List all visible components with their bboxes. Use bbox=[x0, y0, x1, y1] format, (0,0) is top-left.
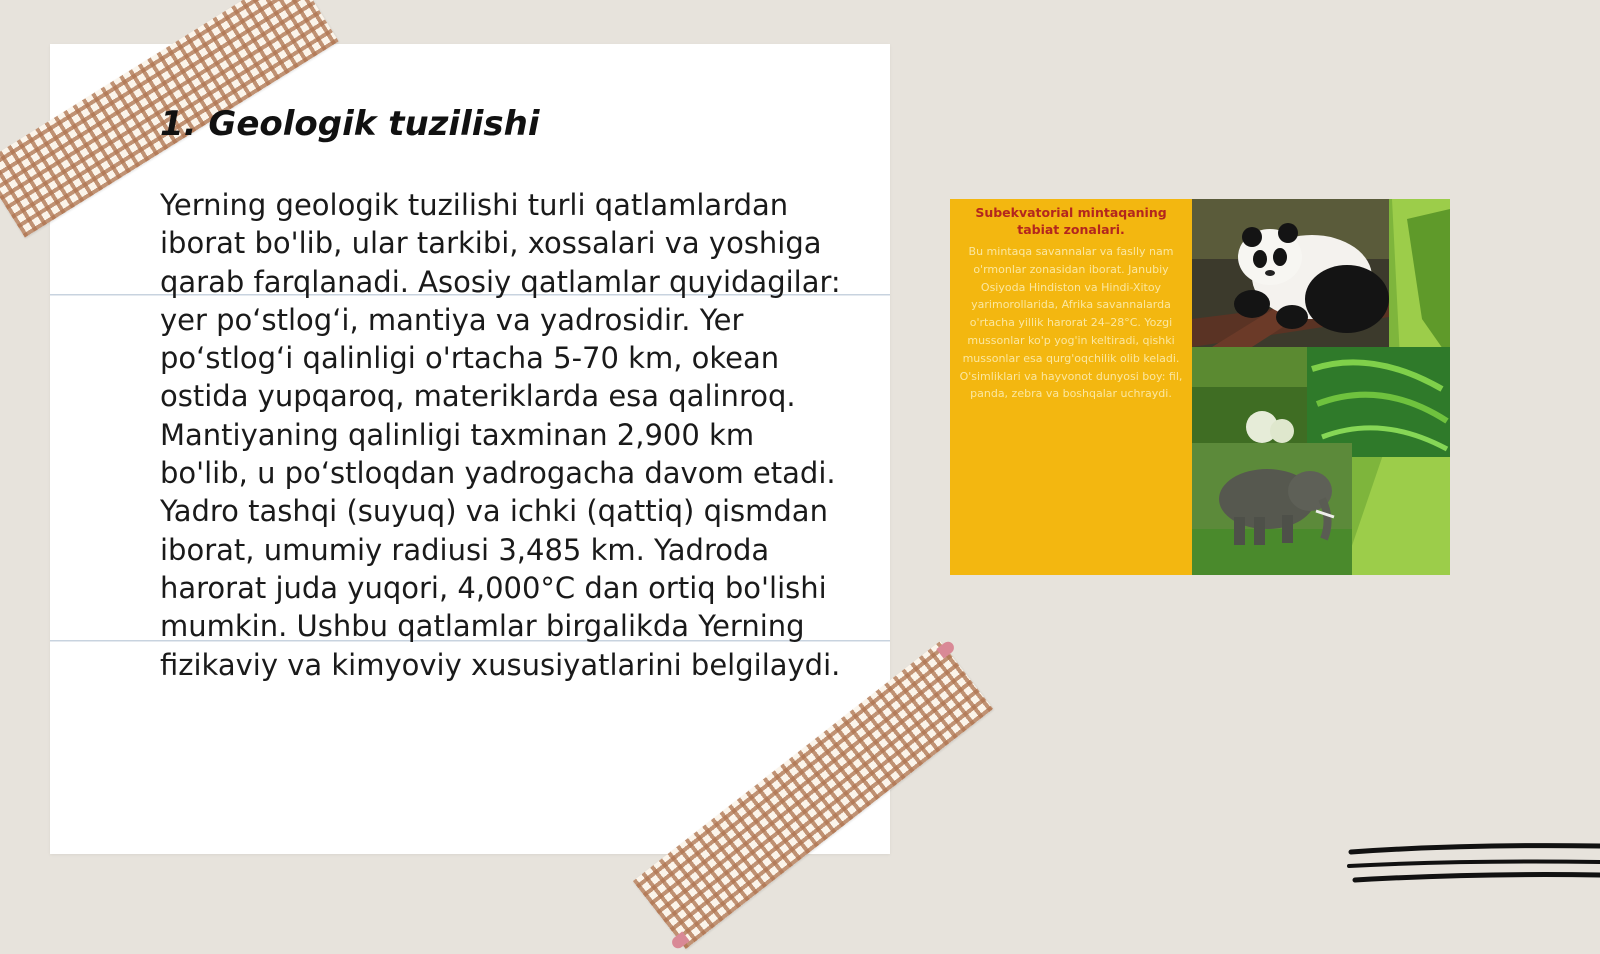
slide-body-text: Yerning geologik tuzilishi turli qatlamlardan iborat bo'lib, ular tarkibi, xossalari va yoshiga qarab farqlanadi. Asosiy qatlamlar quyidagilar: yer po‘stlog‘i, mantiya va yadrosidir. Yer po‘stlog‘i qalinligi o'rtacha 5-70 km, okean ostida yupqaroq, materiklarda esa qalinroq. Mantiyaning qalinligi taxminan 2,900 km bo'lib, u po‘stloqdan yadrogacha davom etadi. Yadro tashqi (suyuq) va ichki (qattiq) qismdan iborat, umumiy radiusi 3,485 km. Yadroda harorat juda yuqori, 4,000°C dan ortiq bo'lishi mumkin. Ushbu qatlamlar birgalikda Yerning fizikaviy va kimyoviy xususiyatlarini belgilaydi. bbox=[160, 188, 841, 682]
collage-caption-title: Subekvatorial mintaqaning tabiat zonalari. bbox=[975, 205, 1167, 237]
elephant-photo-icon bbox=[1192, 443, 1352, 575]
decorative-strokes bbox=[1345, 840, 1600, 890]
collage-photos bbox=[1192, 199, 1450, 575]
slide-title: 1. Geologik tuzilishi bbox=[160, 104, 540, 144]
collage-caption bbox=[950, 199, 1192, 575]
fern-photo-icon bbox=[1192, 347, 1450, 457]
tape-tip bbox=[936, 639, 956, 658]
collage-caption-body: Bu mintaqa savannalar va faslly nam o'rmonlar zonasidan iborat. Janubiy Osiyoda Hindiston va Hindi-Xitoy yarimorollarida, Afrika savannalarda o'rtacha yillik harorat 24–28°C. Yozgi mussonlar ko'p yog'in keltiradi, qishki mussonlar esa qurg'oqchilik olib keladi. O'simliklari va hayvonot dunyosi boy: fil, panda, zebra va boshqalar uchraydi. bbox=[959, 245, 1183, 401]
tape-tip bbox=[670, 931, 690, 950]
panda-photo-icon bbox=[1192, 199, 1389, 347]
collage-photos-svg bbox=[1192, 199, 1450, 575]
nature-zones-collage bbox=[950, 199, 1450, 575]
